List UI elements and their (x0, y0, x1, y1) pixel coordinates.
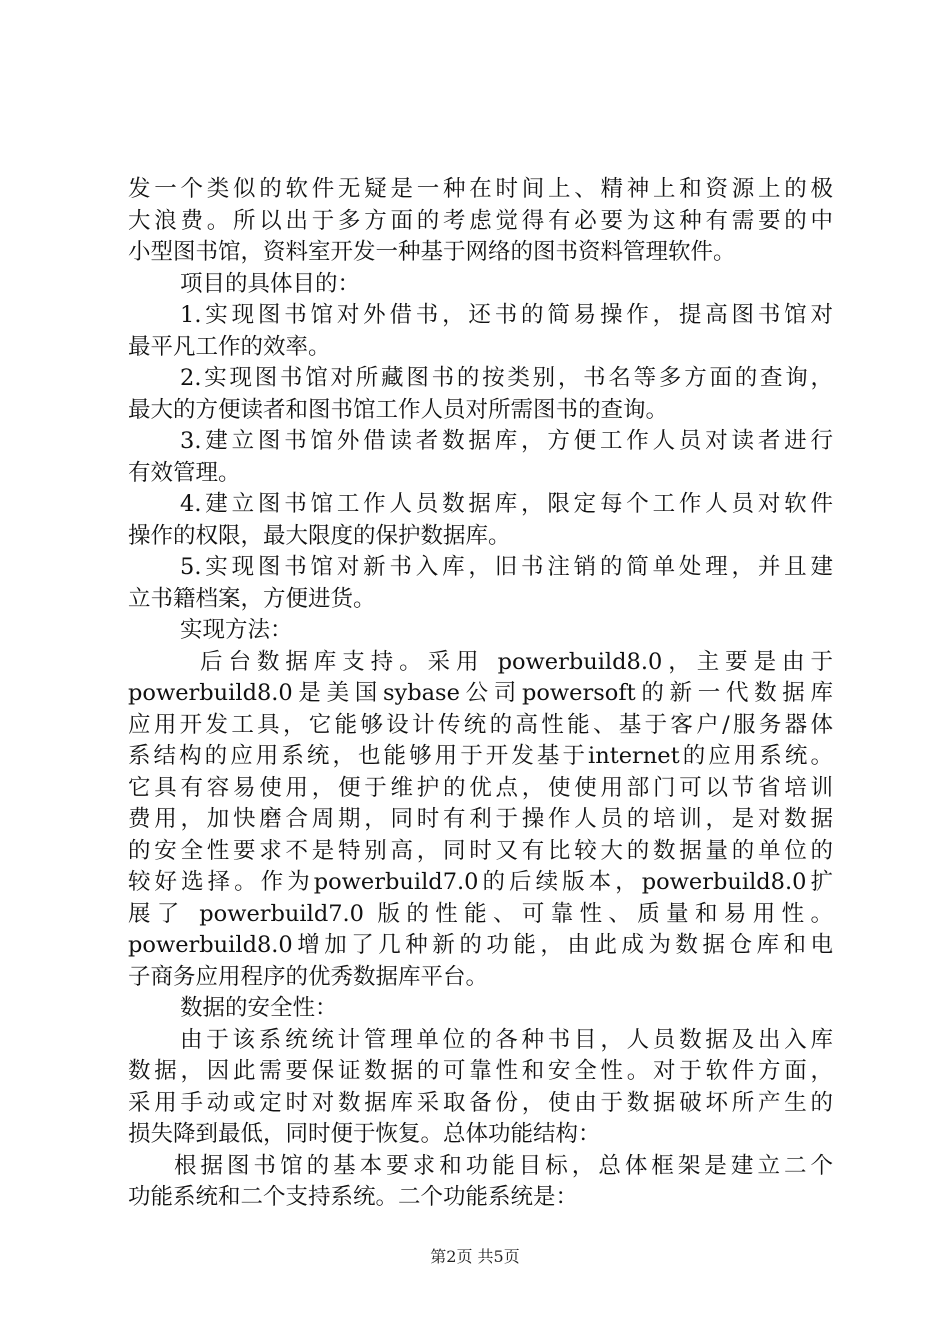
text-line: 最大的方便读者和图书馆工作人员对所需图书的查询。 (128, 396, 669, 423)
text-line: 后台数据库支持。采用 powerbuild8.0，主要是由于 (200, 648, 833, 675)
text-line: 费用，加快磨合周期，同时有利于操作人员的培训，是对数据 (128, 806, 833, 832)
text-line: powerbuild8.0是美国sybase公司powersoft的新一代数据库 (128, 680, 833, 706)
section-heading: 数据的安全性： (180, 995, 338, 1021)
list-item: 2.实现图书馆对所藏图书的按类别，书名等多方面的查询， (180, 365, 833, 391)
text-line: 系结构的应用系统，也能够用于开发基于internet的应用系统。 (128, 743, 833, 769)
text-line: 展了 powerbuild7.0 版的性能、可靠性、质量和易用性。 (128, 900, 833, 927)
text-line: 损失降到最低，同时便于恢复。总体功能结构： (128, 1121, 601, 1147)
text-line: 它具有容易使用，便于维护的优点，使使用部门可以节省培训 (128, 774, 833, 801)
text-line: 采用手动或定时对数据库采取备份，使由于数据破坏所产生的 (128, 1089, 833, 1116)
text-line: 功能系统和二个支持系统。二个功能系统是： (128, 1184, 579, 1210)
section-heading: 实现方法： (180, 617, 293, 643)
text-line: 小型图书馆，资料室开发一种基于网络的图书资料管理软件。 (128, 239, 736, 265)
text-line: 最平凡工作的效率。 (128, 333, 331, 360)
list-item: 3.建立图书馆外借读者数据库，方便工作人员对读者进行 (180, 428, 833, 454)
text-line: 的安全性要求不是特别高，同时又有比较大的数据量的单位的 (128, 837, 833, 864)
section-heading: 项目的具体目的： (180, 270, 361, 297)
text-line: 数据，因此需要保证数据的可靠性和安全性。对于软件方面， (128, 1058, 833, 1084)
text-line: 根据图书馆的基本要求和功能目标，总体框架是建立二个 (174, 1152, 833, 1179)
list-item: 4.建立图书馆工作人员数据库，限定每个工作人员对软件 (180, 491, 833, 517)
text-line: 子商务应用程序的优秀数据库平台。 (128, 963, 489, 990)
text-line: 由于该系统统计管理单位的各种书目，人员数据及出入库 (180, 1026, 833, 1053)
page-footer (0, 1244, 950, 1267)
text-line: 立书籍档案，方便进货。 (128, 585, 376, 612)
text-line: 应用开发工具，它能够设计传统的高性能、基于客户/服务器体 (128, 711, 833, 738)
body-text (128, 174, 833, 1214)
text-line: powerbuild8.0增加了几种新的功能，由此成为数据仓库和电 (128, 932, 833, 958)
text-line: 较好选择。作为powerbuild7.0的后续版本，powerbuild8.0扩 (128, 869, 833, 895)
list-item: 1.实现图书馆对外借书，还书的简易操作，提高图书馆对 (180, 302, 833, 328)
list-item: 5.实现图书馆对新书入库，旧书注销的简单处理，并且建 (180, 554, 833, 580)
text-line: 有效管理。 (128, 459, 241, 486)
text-line: 操作的权限，最大限度的保护数据库。 (128, 522, 511, 549)
page-number: 第2页 共5页 (430, 1247, 520, 1266)
text-line: 大浪费。所以出于多方面的考虑觉得有必要为这种有需要的中 (128, 207, 833, 234)
text-line: 发一个类似的软件无疑是一种在时间上、精神上和资源上的极 (128, 176, 833, 202)
